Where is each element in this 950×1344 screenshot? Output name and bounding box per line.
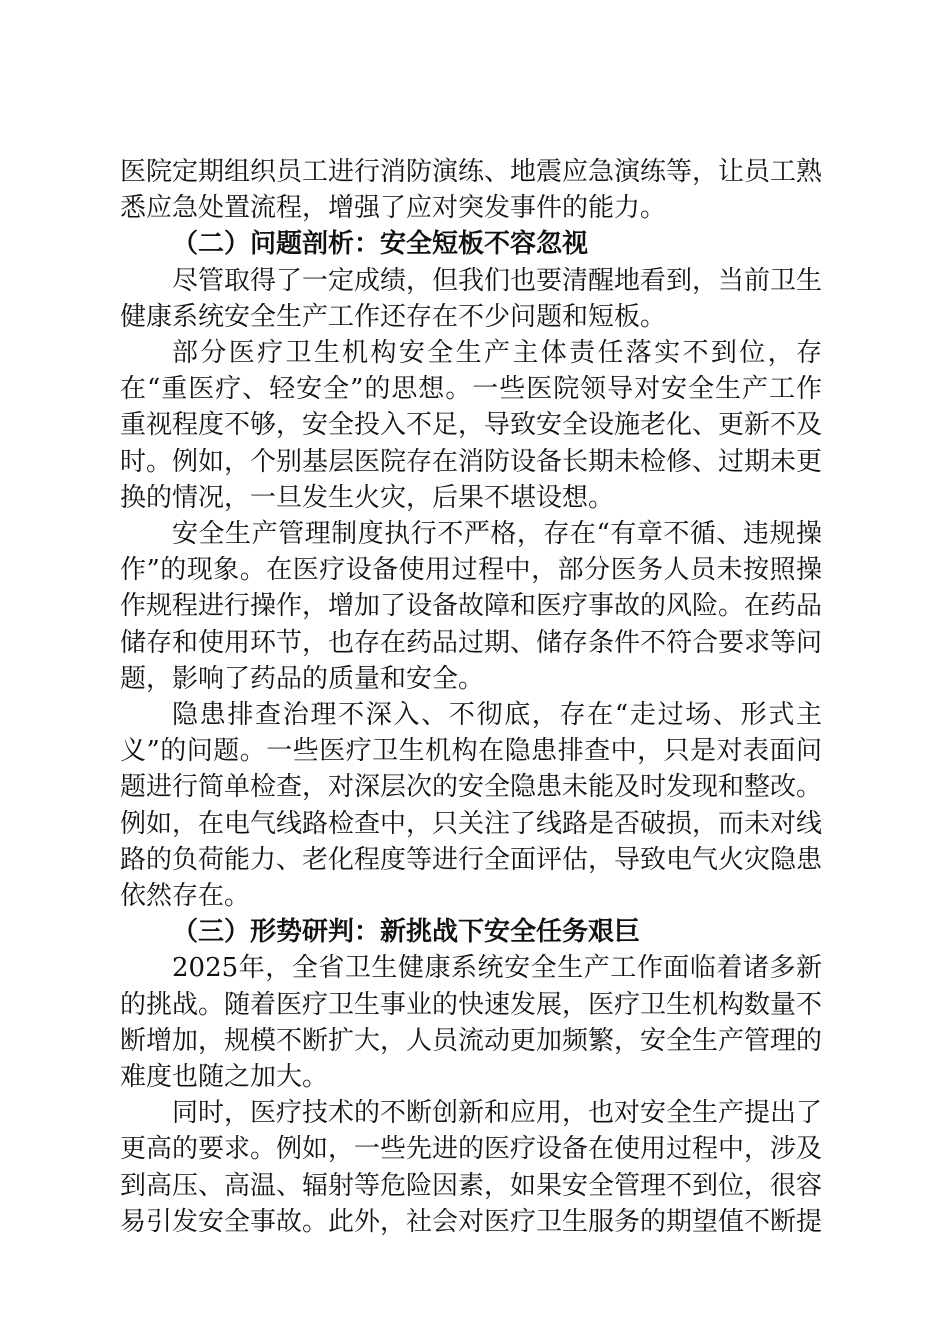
paragraph: 尽管取得了一定成绩，但我们也要清醒地看到，当前卫生健康系统安全生产工作还存在不少问题和短板。 (120, 265, 823, 332)
paragraph: 部分医疗卫生机构安全生产主体责任落实不到位，存在“重医疗、轻安全”的思想。一些医院领导对安全生产工作重视程度不够，安全投入不足，导致安全设施老化、更新不及时。例如，个别基层医院存在消防设备长期未检修、过期未更换的情况，一旦发生火灾，后果不堪设想。 (120, 338, 823, 513)
section-heading-situation-assessment: （三）形势研判：新挑战下安全任务艰巨 (172, 917, 641, 948)
paragraph: 隐患排查治理不深入、不彻底，存在“走过场、形式主义”的问题。一些医疗卫生机构在隐患排查中，只是对表面问题进行简单检查，对深层次的安全隐患未能及时发现和整改。例如，在电气线路检查中，只关注了线路是否破损，而未对线路的负荷能力、老化程度等进行全面评估，导致电气火灾隐患依然存在。 (120, 700, 823, 912)
section-heading-problem-analysis: （二）问题剖析：安全短板不容忽视 (172, 229, 589, 260)
paragraph: 安全生产管理制度执行不严格，存在“有章不循、违规操作”的现象。在医疗设备使用过程中，部分医务人员未按照操作规程进行操作，增加了设备故障和医疗事故的风险。在药品储存和使用环节，也存在药品过期、储存条件不符合要求等问题，影响了药品的质量和安全。 (120, 519, 823, 694)
paragraph-continuation: 医院定期组织员工进行消防演练、地震应急演练等，让员工熟悉应急处置流程，增强了应对突发事件的能力。 (120, 157, 823, 224)
document-body (120, 154, 822, 1240)
paragraph: 同时，医疗技术的不断创新和应用，也对安全生产提出了更高的要求。例如，一些先进的医疗设备在使用过程中，涉及到高压、高温、辐射等危险因素，如果安全管理不到位，很容易引发安全事故。此外，社会对医疗卫生服务的期望值不断提 (120, 1098, 823, 1237)
paragraph: 2025年，全省卫生健康系统安全生产工作面临着诸多新的挑战。随着医疗卫生事业的快速发展，医疗卫生机构数量不断增加，规模不断扩大，人员流动更加频繁，安全生产管理的难度也随之加大。 (120, 953, 823, 1093)
